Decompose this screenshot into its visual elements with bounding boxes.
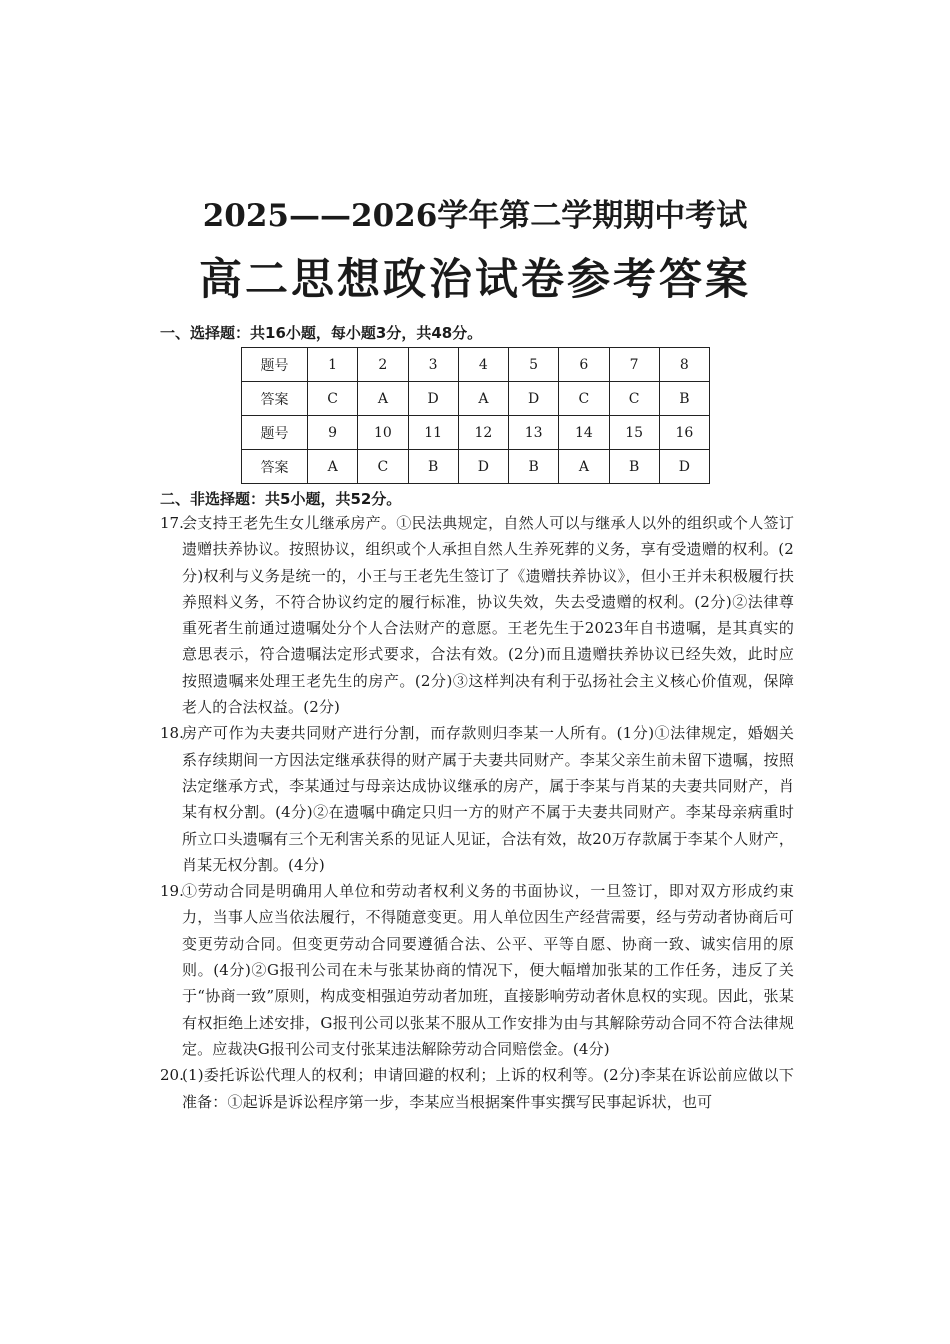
question-number: 19. bbox=[160, 882, 184, 901]
answer-table-cell: 7 bbox=[609, 348, 659, 382]
answer-table-cell: 14 bbox=[559, 416, 609, 450]
answer-table-cell: 6 bbox=[559, 348, 609, 382]
answer-table-cell: A bbox=[559, 450, 609, 484]
question-answer-text: 会支持王老先生女儿继承房产。①民法典规定，自然人可以与继承人以外的组织或个人签订遗赠扶养协议。按照协议，组织或个人承担自然人生养死葬的义务，享有受遗赠的权利。(2分)权利与义务是统一的，小王与王老先生签订了《遗赠扶养协议》，但小王并未积极履行扶养照料义务，不符合协议约定的履行标准，协议失效，失去受遗赠的权利。(2分)②法律尊重死者生前通过遗嘱处分个人合法财产的意愿。王老先生于2023年自书遗嘱，是其真实的意思表示，符合遗嘱法定形式要求，合法有效。(2分)而且遗赠扶养协议已经失效，此时应按照遗嘱来处理王老先生的房产。(2分)③这样判决有利于弘扬社会主义核心价值观，保障老人的合法权益。(2分) bbox=[182, 514, 794, 717]
answer-table-cell: D bbox=[509, 382, 559, 416]
question-answer-text: ①劳动合同是明确用人单位和劳动者权利义务的书面协议，一旦签订，即对双方形成约束力，当事人应当依法履行，不得随意变更。用人单位因生产经营需要，经与劳动者协商后可变更劳动合同。但变更劳动合同要遵循合法、公平、平等自愿、协商一致、诚实信用的原则。(4分)②G报刊公司在未与张某协商的情况下，便大幅增加张某的工作任务，违反了关于“协商一致”原则，构成变相强迫劳动者加班，直接影响劳动者休息权的实现。因此，张某有权拒绝上述安排，G报刊公司以张某不服从工作安排为由与其解除劳动合同不符合法律规定。应裁决G报刊公司支付张某违法解除劳动合同赔偿金。(4分) bbox=[182, 882, 794, 1058]
answer-table-cell: 15 bbox=[609, 416, 659, 450]
question-18 bbox=[160, 720, 794, 878]
answer-table-row-label: 答案 bbox=[242, 450, 308, 484]
answer-table bbox=[241, 347, 710, 484]
answer-table-row-label: 题号 bbox=[242, 416, 308, 450]
question-answer-text: 房产可作为夫妻共同财产进行分割，而存款则归李某一人所有。(1分)①法律规定，婚姻关系存续期间一方因法定继承获得的财产属于夫妻共同财产。李某父亲生前未留下遗嘱，按照法定继承方式，李某通过与母亲达成协议继承的房产，属于李某与肖某的夫妻共同财产，肖某有权分割。(4分)②在遗嘱中确定只归一方的财产不属于夫妻共同财产。李某母亲病重时所立口头遗嘱有三个无利害关系的见证人见证，合法有效，故20万存款属于李某个人财产，肖某无权分割。(4分) bbox=[182, 724, 794, 874]
exam-subtitle: 高二思想政治试卷参考答案 bbox=[199, 255, 751, 305]
answer-table-cell: 10 bbox=[358, 416, 408, 450]
answer-table-cell: 12 bbox=[458, 416, 508, 450]
answer-table-cell: 9 bbox=[308, 416, 358, 450]
question-answer-text: (1)委托诉讼代理人的权利；申请回避的权利；上诉的权利等。(2分)李某在诉讼前应做以下准备：①起诉是诉讼程序第一步，李某应当根据案件事实撰写民事起诉状，也可 bbox=[182, 1066, 794, 1111]
answer-table-cell: B bbox=[609, 450, 659, 484]
answer-table-cell: C bbox=[609, 382, 659, 416]
answer-table-row bbox=[242, 348, 710, 382]
answer-table-cell: 13 bbox=[509, 416, 559, 450]
question-19 bbox=[160, 878, 794, 1062]
answer-table-row-label: 题号 bbox=[242, 348, 308, 382]
answer-table-row-label: 答案 bbox=[242, 382, 308, 416]
question-number: 20. bbox=[160, 1066, 184, 1085]
answer-table-cell: D bbox=[659, 450, 709, 484]
section-open-questions-heading: 二、非选择题：共5小题，共52分。 bbox=[160, 490, 402, 508]
open-question-answers bbox=[160, 510, 794, 1115]
answer-table-row bbox=[242, 450, 710, 484]
answer-table-cell: C bbox=[308, 382, 358, 416]
answer-table-cell: A bbox=[308, 450, 358, 484]
answer-table-row bbox=[242, 416, 710, 450]
answer-table-cell: D bbox=[408, 382, 458, 416]
answer-table-cell: 8 bbox=[659, 348, 709, 382]
answer-table-cell: 5 bbox=[509, 348, 559, 382]
exam-title: 2025——2026学年第二学期期中考试 bbox=[202, 198, 748, 234]
answer-table-cell: 3 bbox=[408, 348, 458, 382]
answer-table-cell: 2 bbox=[358, 348, 408, 382]
answer-table-cell: B bbox=[509, 450, 559, 484]
answer-table-cell: B bbox=[659, 382, 709, 416]
answer-table-cell: C bbox=[559, 382, 609, 416]
answer-table-cell: 16 bbox=[659, 416, 709, 450]
question-17 bbox=[160, 510, 794, 720]
answer-table-row bbox=[242, 382, 710, 416]
answer-table-cell: A bbox=[458, 382, 508, 416]
answer-table-cell: 11 bbox=[408, 416, 458, 450]
answer-table-cell: 4 bbox=[458, 348, 508, 382]
answer-table-cell: D bbox=[458, 450, 508, 484]
answer-table-cell: A bbox=[358, 382, 408, 416]
question-number: 17. bbox=[160, 514, 184, 532]
answer-table-cell: 1 bbox=[308, 348, 358, 382]
section-multiple-choice-heading: 一、选择题：共16小题，每小题3分，共48分。 bbox=[160, 324, 483, 342]
answer-table-cell: C bbox=[358, 450, 408, 484]
question-20 bbox=[160, 1062, 794, 1115]
answer-table-cell: B bbox=[408, 450, 458, 484]
question-number: 18. bbox=[160, 724, 184, 743]
